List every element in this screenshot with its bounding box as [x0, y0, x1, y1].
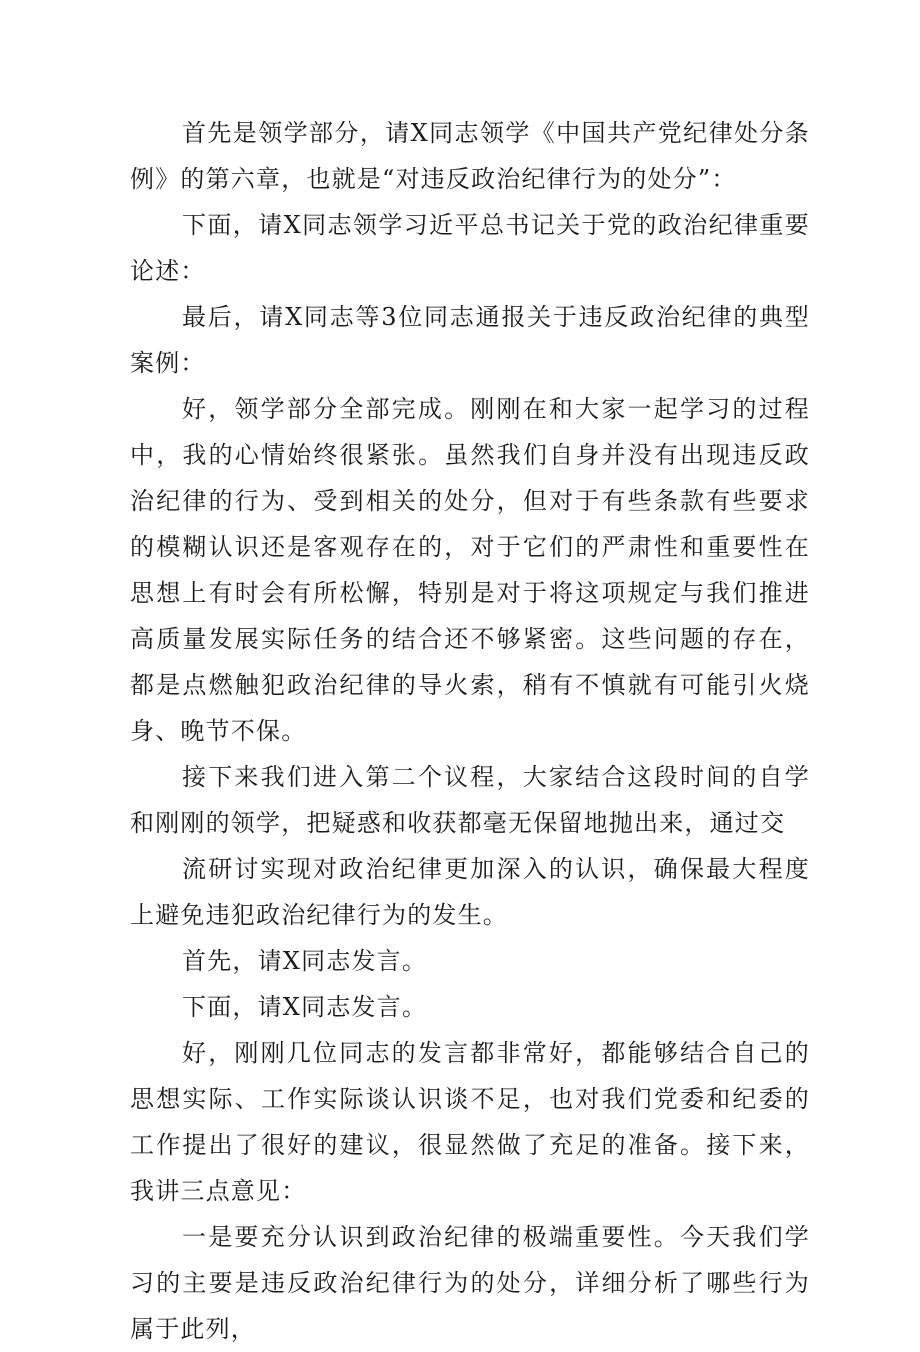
paragraph-7: 首先，请X同志发言。: [182, 947, 428, 975]
paragraph-5: 接下来我们进入第二个议程，大家结合这段时间的自学和刚刚的领学，把疑惑和收获都毫无保留地抛出来，通过交: [130, 763, 810, 837]
paragraph-4: 好，领学部分全部完成。刚刚在和大家一起学习的过程中，我的心情始终很紧张。虽然我们自身并没有出现违反政治纪律的行为、受到相关的处分，但对于有些条款有些要求的模糊认识还是客观存在的，对于它们的严肃性和重要性在思想上有时会有所松懈，特别是对于将这项规定与我们推进高质量发展实际任务的结合还不够紧密。这些问题的存在，都是点燃触犯政治纪律的导火索，稍有不慎就有可能引火烧身、晚节不保。: [130, 395, 810, 745]
paragraph-2: 下面，请X同志领学习近平总书记关于党的政治纪律重要论述：: [130, 211, 810, 285]
document-body: [130, 110, 810, 1352]
paragraph-10: 一是要充分认识到政治纪律的极端重要性。今天我们学习的主要是违反政治纪律行为的处分，详细分析了哪些行为属于此列，: [130, 1223, 810, 1343]
paragraph-9: 好，刚刚几位同志的发言都非常好，都能够结合自己的思想实际、工作实际谈认识谈不足，也对我们党委和纪委的工作提出了很好的建议，很显然做了充足的准备。接下来，我讲三点意见：: [130, 1039, 810, 1205]
paragraph-8: 下面，请X同志发言。: [182, 993, 428, 1021]
paragraph-1: 首先是领学部分，请X同志领学《中国共产党纪律处分条例》的第六章，也就是“对违反政治纪律行为的处分”：: [130, 119, 810, 193]
paragraph-6: 流研讨实现对政治纪律更加深入的认识，确保最大程度上避免违犯政治纪律行为的发生。: [130, 855, 810, 929]
paragraph-3: 最后，请X同志等3位同志通报关于违反政治纪律的典型案例：: [130, 303, 810, 377]
